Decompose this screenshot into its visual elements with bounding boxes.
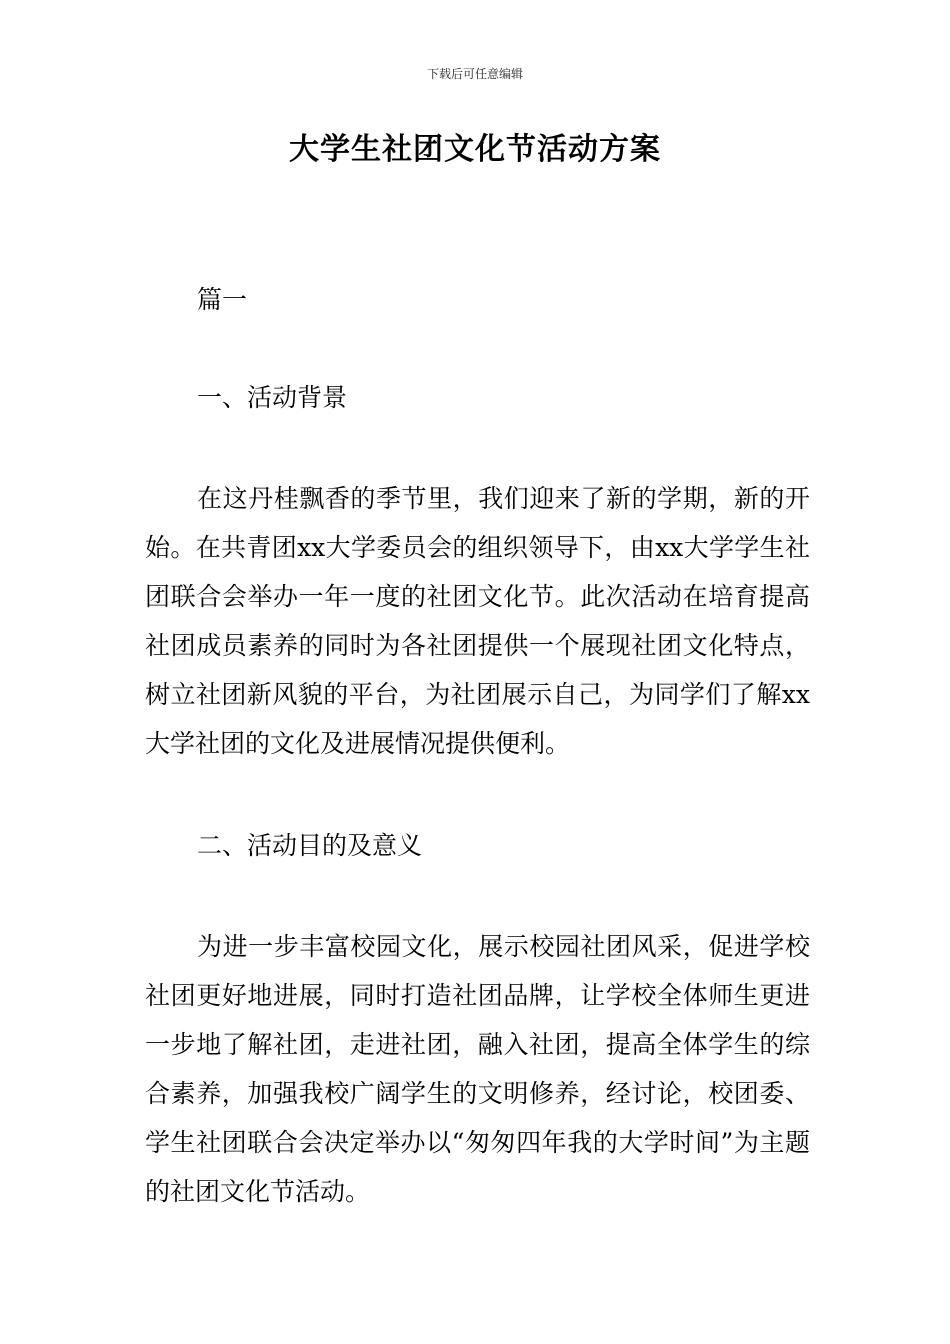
document-title: 大学生社团文化节活动方案 <box>289 132 661 167</box>
header-note: 下载后可任意编辑 <box>426 67 523 81</box>
section-body-purpose: 为进一步丰富校园文化，展示校园社团风采，促进学校社团更好地进展，同时打造社团品牌，让学校全体师生更进一步地了解社团，走进社团，融入社团，提高全体学生的综合素养，加强我校广阔学生的文明修养，经讨论，校团委、学生社团联合会决定举办以“匆匆四年我的大学时间”为主题的社团文化节活动。 <box>145 932 810 1206</box>
section-heading-purpose: 二、活动目的及意义 <box>197 831 423 860</box>
section-body-background: 在这丹桂飘香的季节里，我们迎来了新的学期，新的开始。在共青团xx大学委员会的组织领导下，由xx大学学生社团联合会举办一年一度的社团文化节。此次活动在培育提高社团成员素养的同时为各社团提供一个展现社团文化特点，树立社团新风貌的平台，为社团展示自己，为同学们了解xx大学社团的文化及进展情况提供便利。 <box>145 484 810 758</box>
section-heading-background: 一、活动背景 <box>197 383 348 412</box>
part-label: 篇一 <box>197 285 248 314</box>
